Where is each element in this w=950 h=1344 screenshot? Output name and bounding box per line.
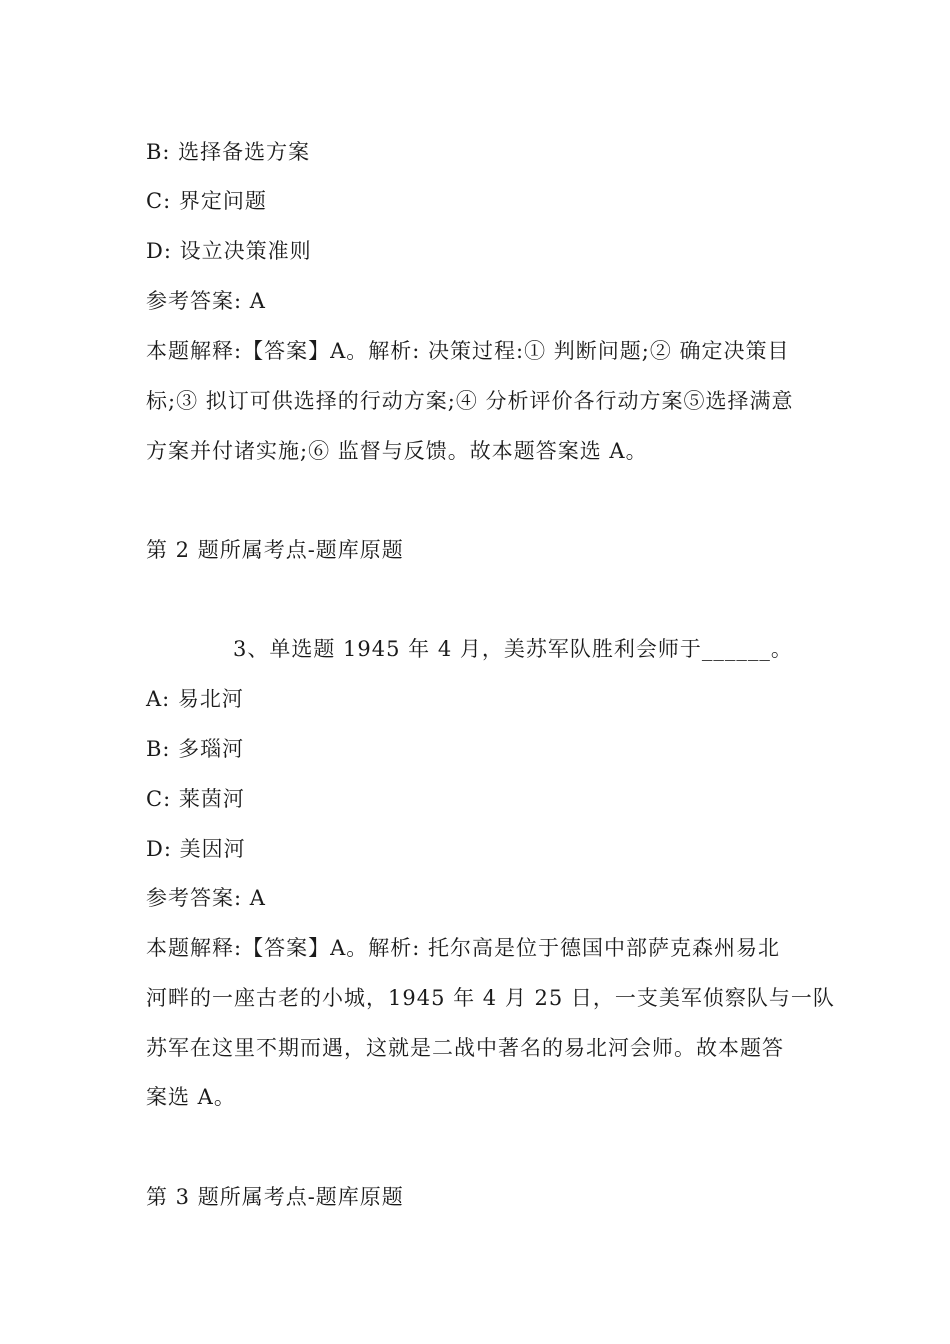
- q2-option-d: D: 设立决策准则: [146, 239, 312, 263]
- q3-explanation-line-3: 苏军在这里不期而遇，这就是二战中著名的易北河会师。故本题答: [146, 1036, 784, 1060]
- q2-option-b: B: 选择备选方案: [146, 140, 311, 164]
- q2-explanation-line-3: 方案并付诸实施;⑥ 监督与反馈。故本题答案选 A。: [146, 439, 648, 463]
- q3-option-b: B: 多瑙河: [146, 737, 245, 761]
- q3-option-c: C: 莱茵河: [146, 787, 245, 811]
- q3-question: 3、单选题 1945 年 4 月，美苏军队胜利会师于______。: [233, 637, 793, 661]
- q3-explanation-line-1: 本题解释:【答案】A。解析: 托尔高是位于德国中部萨克森州易北: [146, 936, 780, 960]
- q3-option-a: A: 易北河: [146, 687, 244, 711]
- q2-explanation-line-1: 本题解释:【答案】A。解析: 决策过程:① 判断问题;② 确定决策目: [146, 339, 790, 363]
- q2-option-c: C: 界定问题: [146, 189, 267, 213]
- q2-explanation-line-2: 标;③ 拟订可供选择的行动方案;④ 分析评价各行动方案⑤选择满意: [146, 389, 794, 413]
- q3-option-d: D: 美因河: [146, 837, 246, 861]
- q2-answer: 参考答案: A: [146, 289, 266, 313]
- q2-topic: 第 2 题所属考点-题库原题: [146, 538, 404, 562]
- q3-explanation-line-2: 河畔的一座古老的小城，1945 年 4 月 25 日，一支美军侦察队与一队: [146, 986, 835, 1010]
- q3-answer: 参考答案: A: [146, 886, 266, 910]
- q3-explanation-line-4: 案选 A。: [146, 1085, 236, 1109]
- q3-topic: 第 3 题所属考点-题库原题: [146, 1185, 404, 1209]
